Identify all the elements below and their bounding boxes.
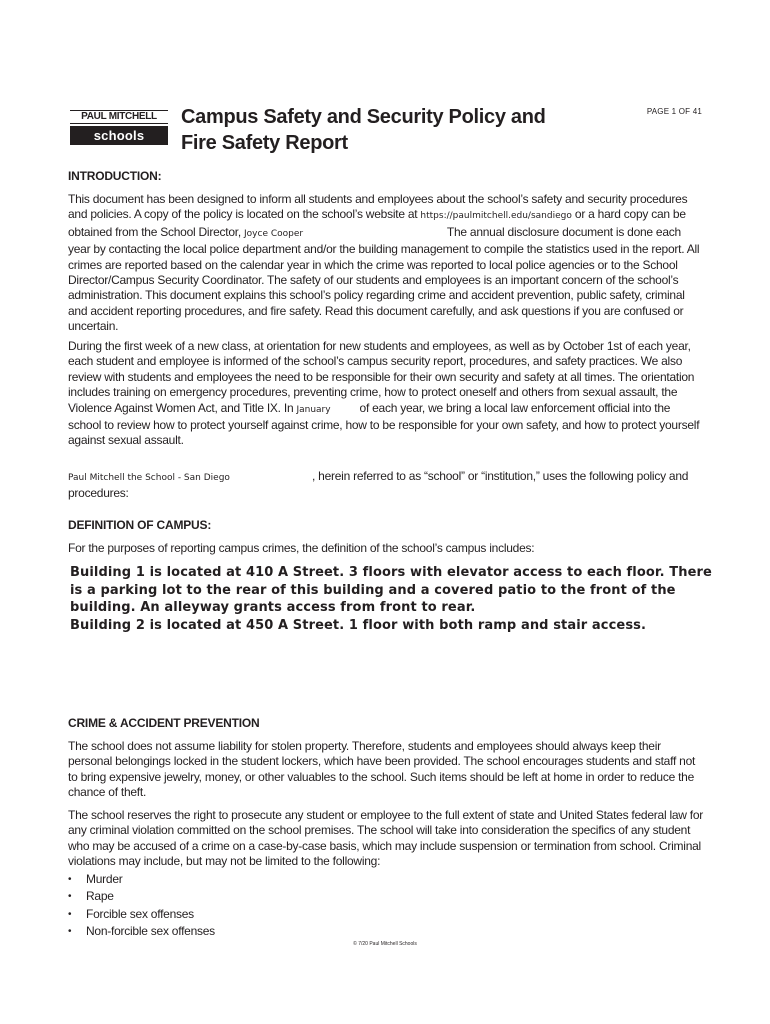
- intro-p1-text-c: The annual disclosure document is done each year by contacting the local police department and/or the building management to compile the statistics used in the report. All crimes are reported based on the calendar year in which the crime was reported to local police agencies or to the School Director/Campus Security Coordinator. The safety of our students and employees is an important concern of the school’s administration. This document explains this school’s policy regarding crime and accident prevention, public safety, criminal and accident reporting procedures, and fire safety. Read this document carefully, and ask questions if you are confused or uncertain.: [68, 224, 700, 334]
- document-title: [181, 104, 601, 156]
- crime-paragraph-1: The school does not assume liability for stolen property. Therefore, students and employees should always keep their personal belongings locked in the student lockers, which have been provided. The school encourages students and staff not to bring expensive jewelry, money, or other valuables to the school. Such items should be left at home in order to reduce the chance of theft.: [68, 739, 696, 800]
- list-item: • Non-forcible sex offenses: [68, 923, 215, 940]
- list-item: • Forcible sex offenses: [68, 906, 215, 923]
- paul-mitchell-logo: [70, 110, 168, 145]
- page-number: PAGE 1 OF 41: [646, 107, 702, 116]
- campus-description-field[interactable]: [70, 564, 720, 634]
- logo-bottom-text: schools: [70, 126, 168, 145]
- copyright-footer: © 7/20 Paul Mitchell Schools: [353, 941, 417, 947]
- campus-building-2: Building 2 is located at 450 A Street. 1 floor with both ramp and stair access.: [70, 617, 647, 633]
- crime-prevention-heading: CRIME & ACCIDENT PREVENTION: [68, 716, 260, 730]
- month-field[interactable]: January: [296, 404, 331, 415]
- definition-of-campus-heading: DEFINITION OF CAMPUS:: [68, 518, 212, 532]
- intro-paragraph-3: [68, 469, 704, 502]
- introduction-heading: INTRODUCTION:: [68, 169, 162, 183]
- list-item: • Murder: [68, 871, 215, 888]
- intro-paragraph-1: [68, 192, 704, 335]
- criminal-violations-list: [68, 871, 215, 940]
- intro-p1-text-b: or a hard copy can be obtained from the School Director,: [68, 207, 686, 239]
- crime-paragraph-2: The school reserves the right to prosecute any student or employee to the full extent of state and United States federal law for any criminal violation committed on the school premises. The school will take into consideration the specifics of any student who may be accused of a crime on a case-by-case basis, which may include suspension or termination from school. Criminal violations may include, but may not be limited to the following:: [68, 808, 704, 869]
- school-director-field[interactable]: Joyce Cooper: [244, 228, 304, 239]
- intro-p3-text: , herein referred to as “school” or “institution,” uses the following policy and procedures:: [68, 469, 689, 501]
- website-url-field[interactable]: https://paulmitchell.edu/sandiego: [420, 211, 572, 222]
- campus-intro-text: For the purposes of reporting campus crimes, the definition of the school’s campus includes:: [68, 541, 535, 555]
- list-item: • Rape: [68, 888, 215, 905]
- logo-top-text: PAUL MITCHELL: [70, 110, 168, 124]
- intro-p2-text-b: of each year, we bring a local law enforcement official into the school to review how to protect yourself against crime, how to be responsible for your own safety, and how to protect yourself against sexual assault.: [68, 400, 700, 448]
- intro-p2-text-a: During the first week of a new class, at orientation for new students and employees, as well as by October 1st of each year, each student and employee is informed of the school’s campus security report, procedures, and safety practices. We also review with students and employees the need to be responsible for their own security and safety at all times. The orientation includes training on emergency procedures, preventing crime, how to protect oneself and others from sexual assault, the Violence Against Women Act, and Title IX. In: [68, 339, 695, 415]
- school-name-field[interactable]: Paul Mitchell the School - San Diego: [68, 473, 230, 483]
- title-line-2: Fire Safety Report: [181, 132, 348, 154]
- campus-building-1: Building 1 is located at 410 A Street. 3 floors with elevator access to each floor. There is a parking lot to the rear of this building and a covered patio to the front of the building. An alleyway grants access from front to rear.: [70, 565, 712, 615]
- intro-paragraph-2: [68, 339, 704, 449]
- title-line-1: Campus Safety and Security Policy and: [181, 106, 546, 128]
- intro-p1-text-a: This document has been designed to inform all students and employees about the school’s safety and security procedures and policies. A copy of the policy is located on the school’s website at: [68, 192, 688, 222]
